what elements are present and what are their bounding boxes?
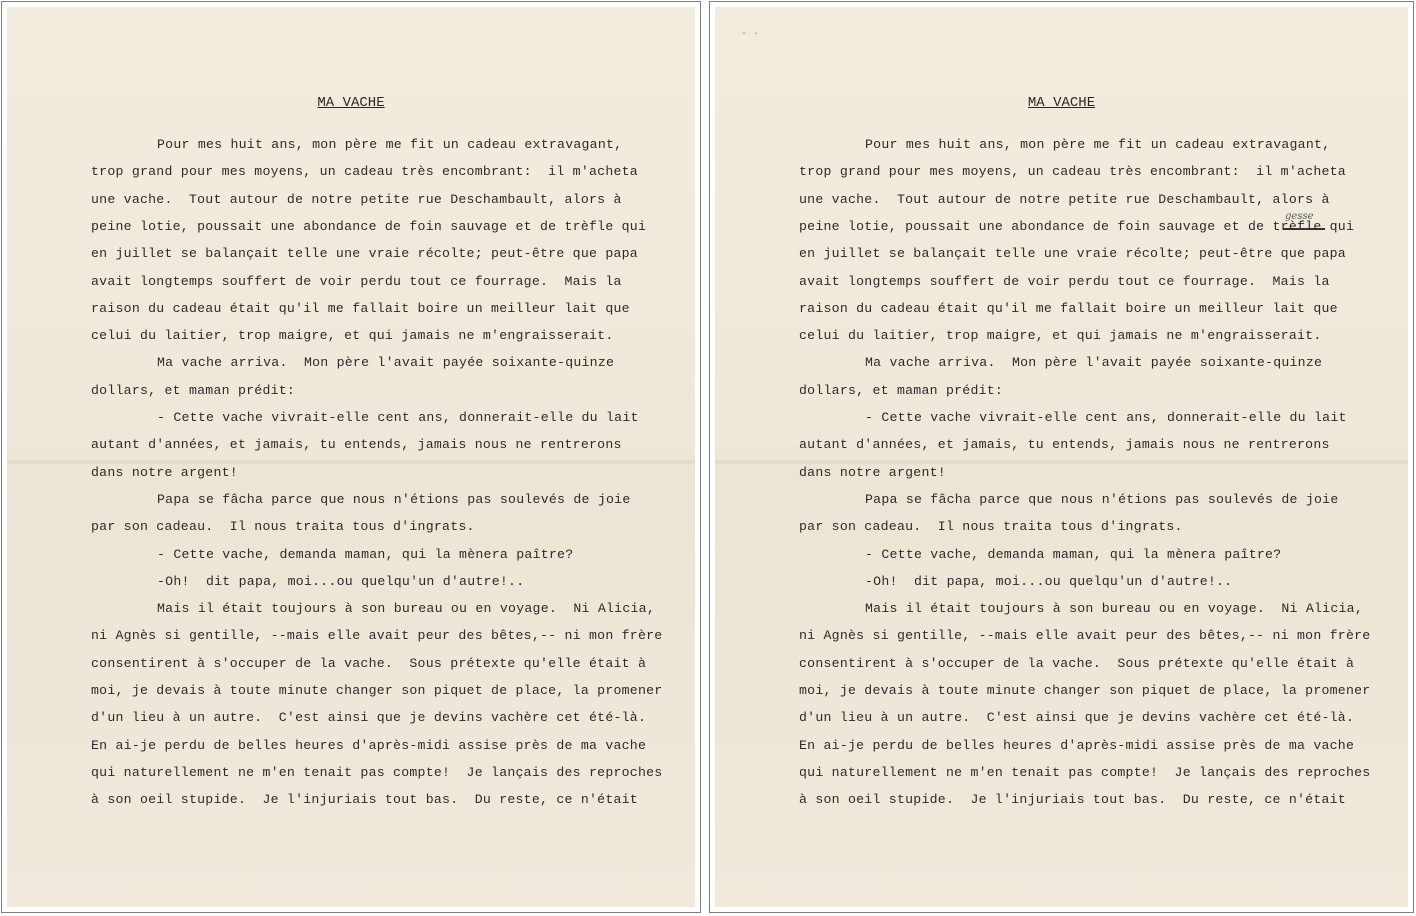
text-line: - Cette vache vivrait-elle cent ans, donnerait-elle du lait — [157, 410, 639, 425]
text-line: qui naturellement ne m'en tenait pas compte! Je lançais des reproches — [799, 764, 1371, 780]
text-line: Ma vache arriva. Mon père l'avait payée soixante-quinze — [157, 355, 615, 371]
text-line: d'un lieu à un autre. C'est ainsi que je devins vachère cet été-là. — [91, 710, 647, 726]
text-line: Pour mes huit ans, mon père me fit un cadeau extravagant, — [157, 137, 623, 152]
text-line: moi, je devais à toute minute changer son piquet de place, la promener — [799, 683, 1371, 698]
text-line: en juillet se balançait telle une vraie récolte; peut-être que papa — [799, 246, 1346, 262]
text-line: peine lotie, poussait une abondance de foin sauvage et de trèfle qui — [799, 218, 1355, 234]
text-line: par son cadeau. Il nous traita tous d'ingrats. — [91, 519, 475, 535]
text-line: avait longtemps souffert de voir perdu tout ce fourrage. Mais la — [91, 273, 622, 289]
text-line: Papa se fâcha parce que nous n'étions pas soulevés de joie — [865, 491, 1339, 507]
page-title — [7, 95, 695, 111]
text-line: consentirent à s'occuper de la vache. Sous prétexte qu'elle était à — [91, 655, 647, 671]
text-line: raison du cadeau était qu'il me fallait boire un meilleur lait que — [799, 300, 1338, 316]
text-line: Mais il était toujours à son bureau ou en voyage. Ni Alicia, — [865, 601, 1363, 617]
text-line: dans notre argent! — [91, 464, 238, 480]
text-line: -Oh! dit papa, moi...ou quelqu'un d'autre!.. — [157, 573, 525, 589]
text-line: -Oh! dit papa, moi...ou quelqu'un d'autre!.. — [865, 573, 1233, 589]
text-line: autant d'années, et jamais, tu entends, jamais nous ne rentrerons — [799, 437, 1330, 453]
text-line: avait longtemps souffert de voir perdu tout ce fourrage. Mais la — [799, 273, 1330, 289]
text-line: dollars, et maman prédit: — [799, 382, 1004, 398]
text-line: trop grand pour mes moyens, un cadeau très encombrant: il m'acheta — [91, 164, 638, 180]
page-left-frame — [1, 1, 701, 913]
text-line: consentirent à s'occuper de la vache. Sous prétexte qu'elle était à — [799, 655, 1355, 671]
text-line: qui naturellement ne m'en tenait pas compte! Je lançais des reproches — [91, 764, 663, 780]
text-line: trop grand pour mes moyens, un cadeau très encombrant: il m'acheta — [799, 164, 1346, 180]
text-line: - Cette vache vivrait-elle cent ans, donnerait-elle du lait — [865, 410, 1347, 425]
text-line: dollars, et maman prédit: — [91, 382, 296, 398]
text-line: à son oeil stupide. Je l'injuriais tout bas. Du reste, ce n'était — [91, 792, 638, 808]
text-line: une vache. Tout autour de notre petite rue Deschambault, alors à — [91, 191, 622, 207]
text-line: en juillet se balançait telle une vraie récolte; peut-être que papa — [91, 246, 638, 262]
text-line: - Cette vache, demanda maman, qui la mènera paître? — [157, 546, 574, 562]
text-line: Pour mes huit ans, mon père me fit un cadeau extravagant, — [865, 137, 1331, 152]
text-line: autant d'années, et jamais, tu entends, jamais nous ne rentrerons — [91, 437, 622, 453]
handwritten-correction: gesse — [1285, 211, 1314, 222]
text-line: Papa se fâcha parce que nous n'étions pas soulevés de joie — [157, 491, 631, 507]
text-line: ni Agnès si gentille, --mais elle avait peur des bêtes,-- ni mon frère — [91, 628, 663, 644]
text-line: une vache. Tout autour de notre petite rue Deschambault, alors à — [799, 191, 1330, 207]
text-line: moi, je devais à toute minute changer son piquet de place, la promener — [91, 683, 663, 698]
text-line: à son oeil stupide. Je l'injuriais tout bas. Du reste, ce n'était — [799, 792, 1346, 808]
page-right-frame — [709, 1, 1414, 913]
text-line: Ma vache arriva. Mon père l'avait payée soixante-quinze — [865, 355, 1323, 371]
page-title-text: MA VACHE — [1027, 95, 1096, 111]
text-line: celui du laitier, trop maigre, et qui jamais ne m'engraisserait. — [799, 328, 1322, 344]
text-line: par son cadeau. Il nous traita tous d'ingrats. — [799, 519, 1183, 535]
text-line: Mais il était toujours à son bureau ou en voyage. Ni Alicia, — [157, 601, 655, 617]
page-title — [715, 95, 1408, 111]
text-line: ni Agnès si gentille, --mais elle avait peur des bêtes,-- ni mon frère — [799, 628, 1371, 644]
text-line: peine lotie, poussait une abondance de foin sauvage et de trèfle qui — [91, 218, 647, 234]
text-line: dans notre argent! — [799, 464, 946, 480]
text-line: En ai-je perdu de belles heures d'après-midi assise près de ma vache — [799, 737, 1355, 753]
text-line: raison du cadeau était qu'il me fallait boire un meilleur lait que — [91, 300, 630, 316]
pin-mark-icon: - · — [741, 29, 760, 40]
text-line: celui du laitier, trop maigre, et qui jamais ne m'engraisserait. — [91, 328, 614, 344]
text-line: En ai-je perdu de belles heures d'après-midi assise près de ma vache — [91, 737, 647, 753]
text-line: - Cette vache, demanda maman, qui la mènera paître? — [865, 546, 1282, 562]
typescript-page-2 — [715, 7, 1408, 907]
page-title-text: MA VACHE — [317, 95, 385, 111]
text-line: d'un lieu à un autre. C'est ainsi que je devins vachère cet été-là. — [799, 710, 1355, 726]
typescript-page-1 — [7, 7, 695, 907]
